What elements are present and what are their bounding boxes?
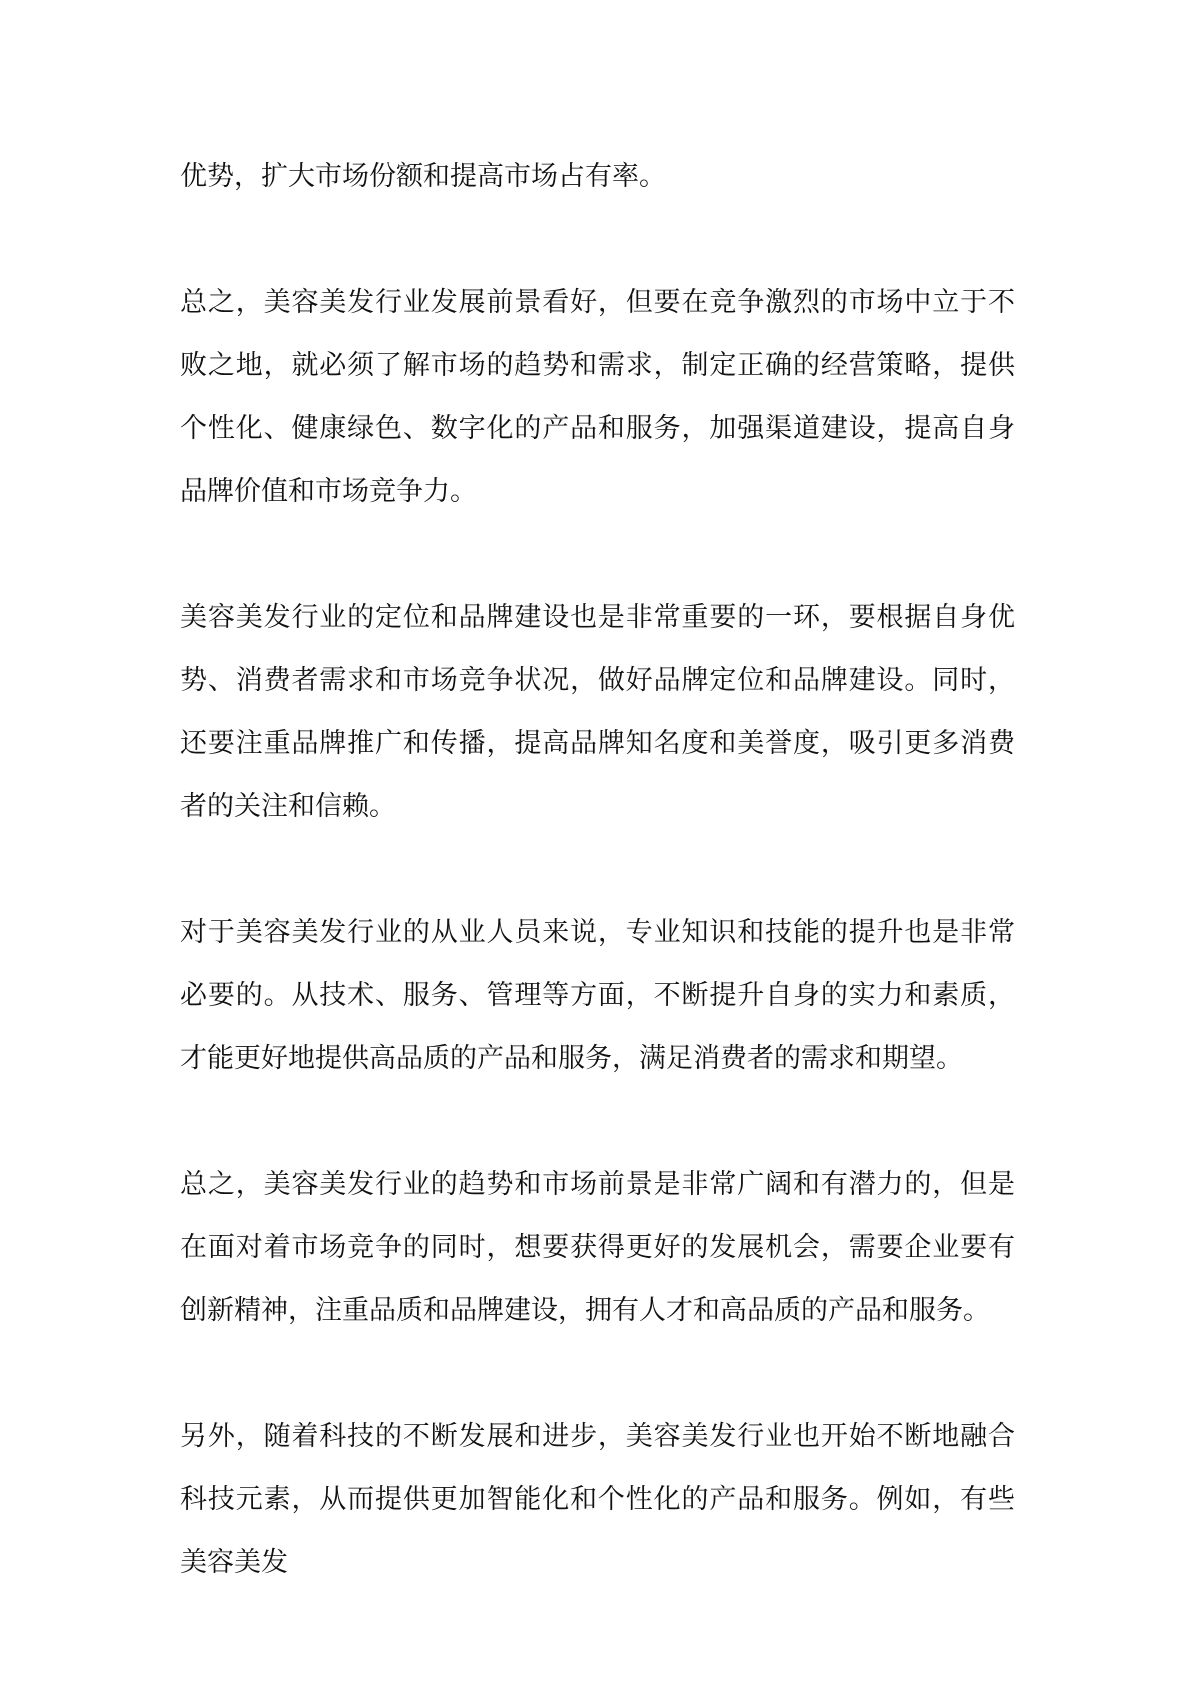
document-body: [180, 145, 1015, 1594]
paragraph: 对于美容美发行业的从业人员来说，专业知识和技能的提升也是非常必要的。从技术、服务、管理等方面，不断提升自身的实力和素质，才能更好地提供高品质的产品和服务，满足消费者的需求和期望。: [180, 917, 1015, 1074]
paragraph: 另外，随着科技的不断发展和进步，美容美发行业也开始不断地融合科技元素，从而提供更加智能化和个性化的产品和服务。例如，有些美容美发: [180, 1421, 1015, 1578]
paragraph: 优势，扩大市场份额和提高市场占有率。: [180, 161, 666, 192]
paragraph: 总之，美容美发行业发展前景看好，但要在竞争激烈的市场中立于不败之地，就必须了解市场的趋势和需求，制定正确的经营策略，提供个性化、健康绿色、数字化的产品和服务，加强渠道建设，提高自身品牌价值和市场竞争力。: [180, 287, 1015, 507]
paragraph: 美容美发行业的定位和品牌建设也是非常重要的一环，要根据自身优势、消费者需求和市场竞争状况，做好品牌定位和品牌建设。同时，还要注重品牌推广和传播，提高品牌知名度和美誉度，吸引更多消费者的关注和信赖。: [180, 602, 1015, 822]
paragraph: 总之，美容美发行业的趋势和市场前景是非常广阔和有潜力的，但是在面对着市场竞争的同时，想要获得更好的发展机会，需要企业要有创新精神，注重品质和品牌建设，拥有人才和高品质的产品和服务。: [180, 1169, 1015, 1326]
